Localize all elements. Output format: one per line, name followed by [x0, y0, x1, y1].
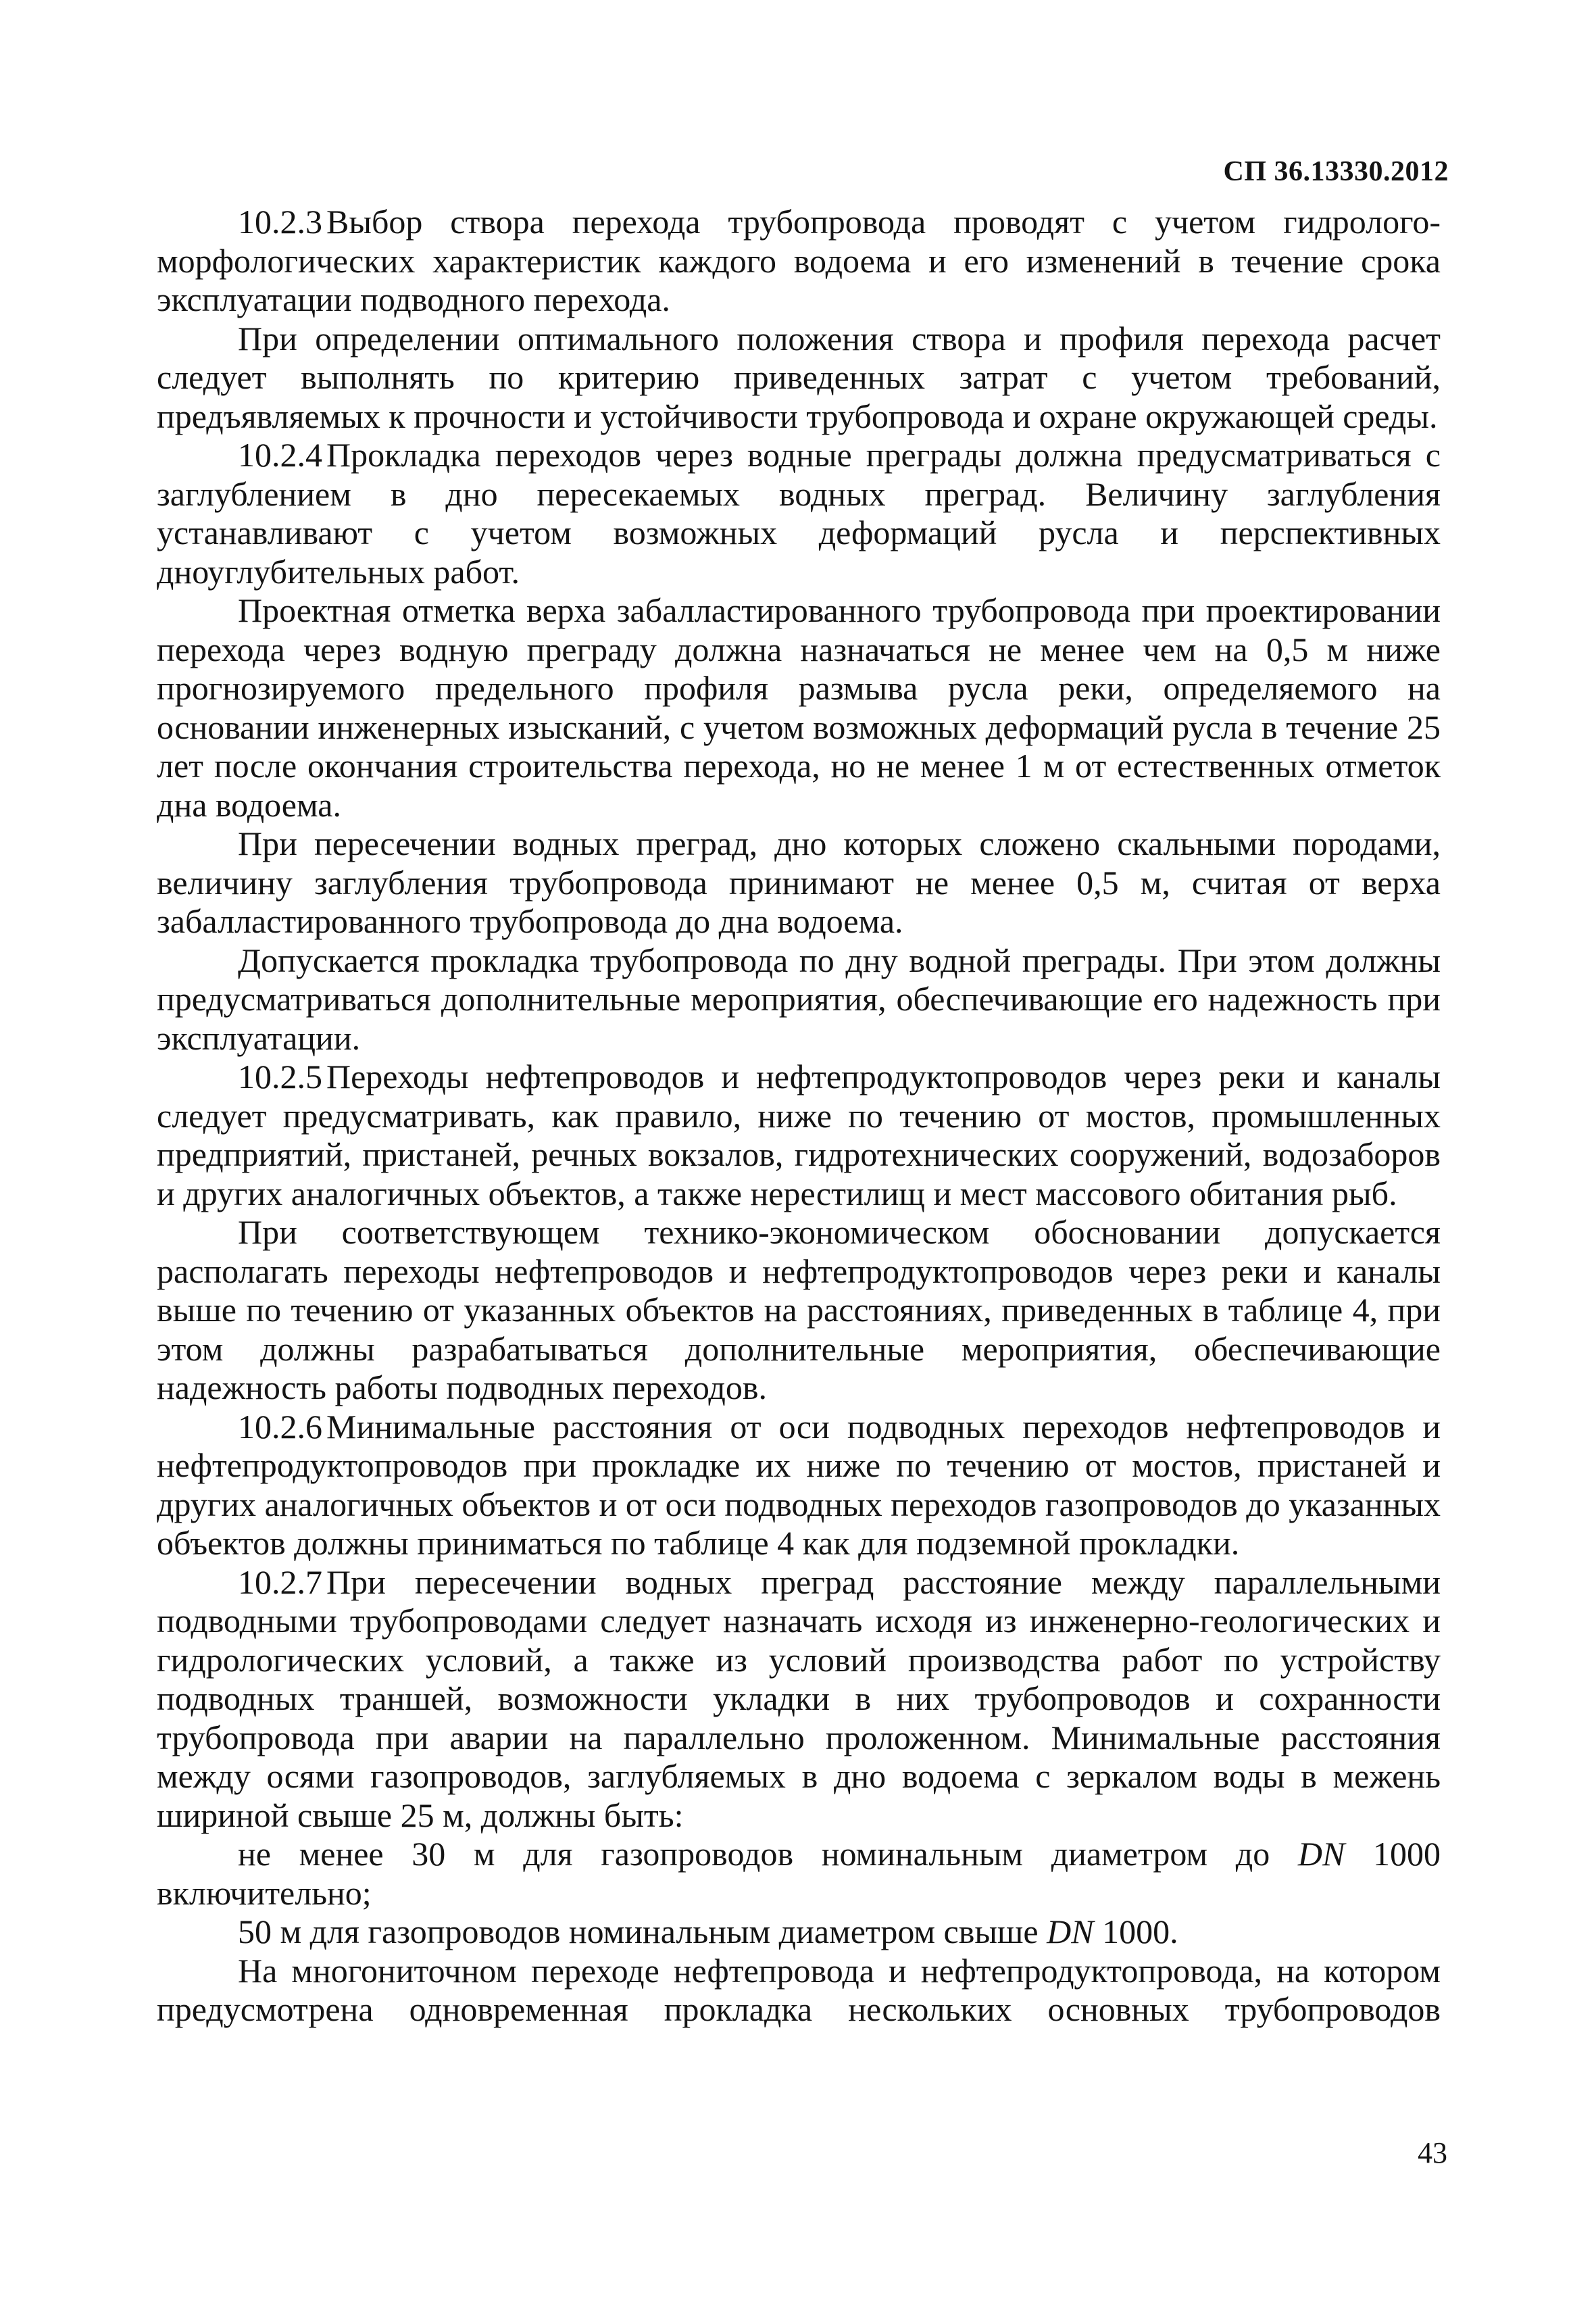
paragraph-10-2-4	[157, 436, 1441, 591]
paragraph-multi-line-crossing	[157, 1952, 1441, 2029]
paragraph-rock-bottom	[157, 824, 1441, 941]
list-item-30m: не менее 30 м для газопроводов номинальным диаметром до DN 1000 включительно;	[157, 1835, 1441, 1912]
clause-number: 10.2.3	[238, 203, 322, 241]
paragraph-10-2-5	[157, 1058, 1441, 1213]
paragraph-optimal-position	[157, 320, 1441, 437]
clause-number: 10.2.5	[238, 1058, 322, 1096]
document-body	[157, 203, 1441, 2029]
page-number: 43	[1418, 2136, 1447, 2169]
paragraph-text: Минимальные расстояния от оси подводных переходов нефтепроводов и нефтепродуктопроводов при прокладке их ниже по течению от мостов, пристаней и других аналогичных объектов и от оси подводных переходов газопроводов до указанных объектов должны приниматься по таблице 4 как для подземной прокладки.	[157, 1407, 1441, 1562]
paragraph-text: При соответствующем технико-экономическом обосновании допускается располагать переходы нефтепроводов и нефтепродуктопроводов через реки и каналы выше по течению от указанных объектов на расстояниях, приведенных в таблице 4, при этом должны разрабатываться дополнительные мероприятия, обеспечивающие надежность работы подводных переходов.	[157, 1213, 1441, 1406]
clause-number: 10.2.6	[238, 1407, 322, 1446]
paragraph-text: Выбор створа перехода трубопровода проводят с учетом гидролого-морфологических характеристик каждого водоема и его изменений в течение срока эксплуатации подводного перехода.	[157, 203, 1441, 318]
list-item-50m: 50 м для газопроводов номинальным диаметром свыше DN 1000.	[238, 1913, 1178, 1950]
paragraph-text: При определении оптимального положения створа и профиля перехода расчет следует выполнять по критерию приведенных затрат с учетом требований, предъявляемых к прочности и устойчивости трубопровода и охране окружающей среды.	[157, 319, 1441, 435]
dn-symbol: DN	[1297, 1835, 1345, 1873]
paragraph-10-2-6	[157, 1408, 1441, 1563]
paragraph-text: На многониточном переходе нефтепровода и нефтепродуктопровода, на котором предусмотрена одновременная прокладка нескольких основных трубопроводов	[157, 1951, 1441, 2028]
paragraph-text: При пересечении водных преград, дно которых сложено скальными породами, величину заглубления трубопровода принимают не менее 0,5 м, считая от верха забалластированного трубопровода до дна водоема.	[157, 824, 1441, 940]
clause-number: 10.2.7	[238, 1562, 322, 1601]
document-code-header: СП 36.13330.2012	[1223, 156, 1449, 187]
paragraph-text: Прокладка переходов через водные преграды должна предусматриваться с заглублением в дно пересекаемых водных преград. Величину заглубления устанавливают с учетом возможных деформаций русла и перспективных дноуглубительных работ.	[157, 436, 1441, 591]
paragraph-10-2-3	[157, 203, 1441, 320]
paragraph-text: При пересечении водных преград расстояние между параллельными подводными трубопроводами следует назначать исходя из инженерно-геологических и гидрологических условий, а также из условий производства работ по устройству подводных траншей, возможности укладки в них трубопроводов и сохранности трубопровода при аварии на параллельно проложенном. Минимальные расстояния между осями газопроводов, заглубляемых в дно водоема с зеркалом воды в межень шириной свыше 25 м, должны быть:	[157, 1562, 1441, 1834]
paragraph-design-mark	[157, 591, 1441, 824]
paragraph-feasibility	[157, 1213, 1441, 1408]
paragraph-bottom-laying	[157, 941, 1441, 1058]
paragraph-text: Переходы нефтепроводов и нефтепродуктопроводов через реки и каналы следует предусматривать, как правило, ниже по течению от мостов, промышленных предприятий, пристаней, речных вокзалов, гидротехнических сооружений, водозаборов и других аналогичных объектов, а также нерестилищ и мест массового обитания рыб.	[157, 1058, 1441, 1212]
clause-number: 10.2.4	[238, 436, 322, 474]
dn-symbol: DN	[1047, 1913, 1094, 1950]
paragraph-text: Допускается прокладка трубопровода по дну водной преграды. При этом должны предусматриваться дополнительные мероприятия, обеспечивающие его надежность при эксплуатации.	[157, 941, 1441, 1057]
paragraph-10-2-7	[157, 1563, 1441, 1836]
paragraph-text: Проектная отметка верха забалластированного трубопровода при проектировании перехода через водную преграду должна назначаться не менее чем на 0,5 м ниже прогнозируемого предельного профиля размыва русла реки, определяемого на основании инженерных изысканий, с учетом возможных деформаций русла в течение 25 лет после окончания строительства перехода, но не менее 1 м от естественных отметок дна водоема.	[157, 591, 1441, 824]
